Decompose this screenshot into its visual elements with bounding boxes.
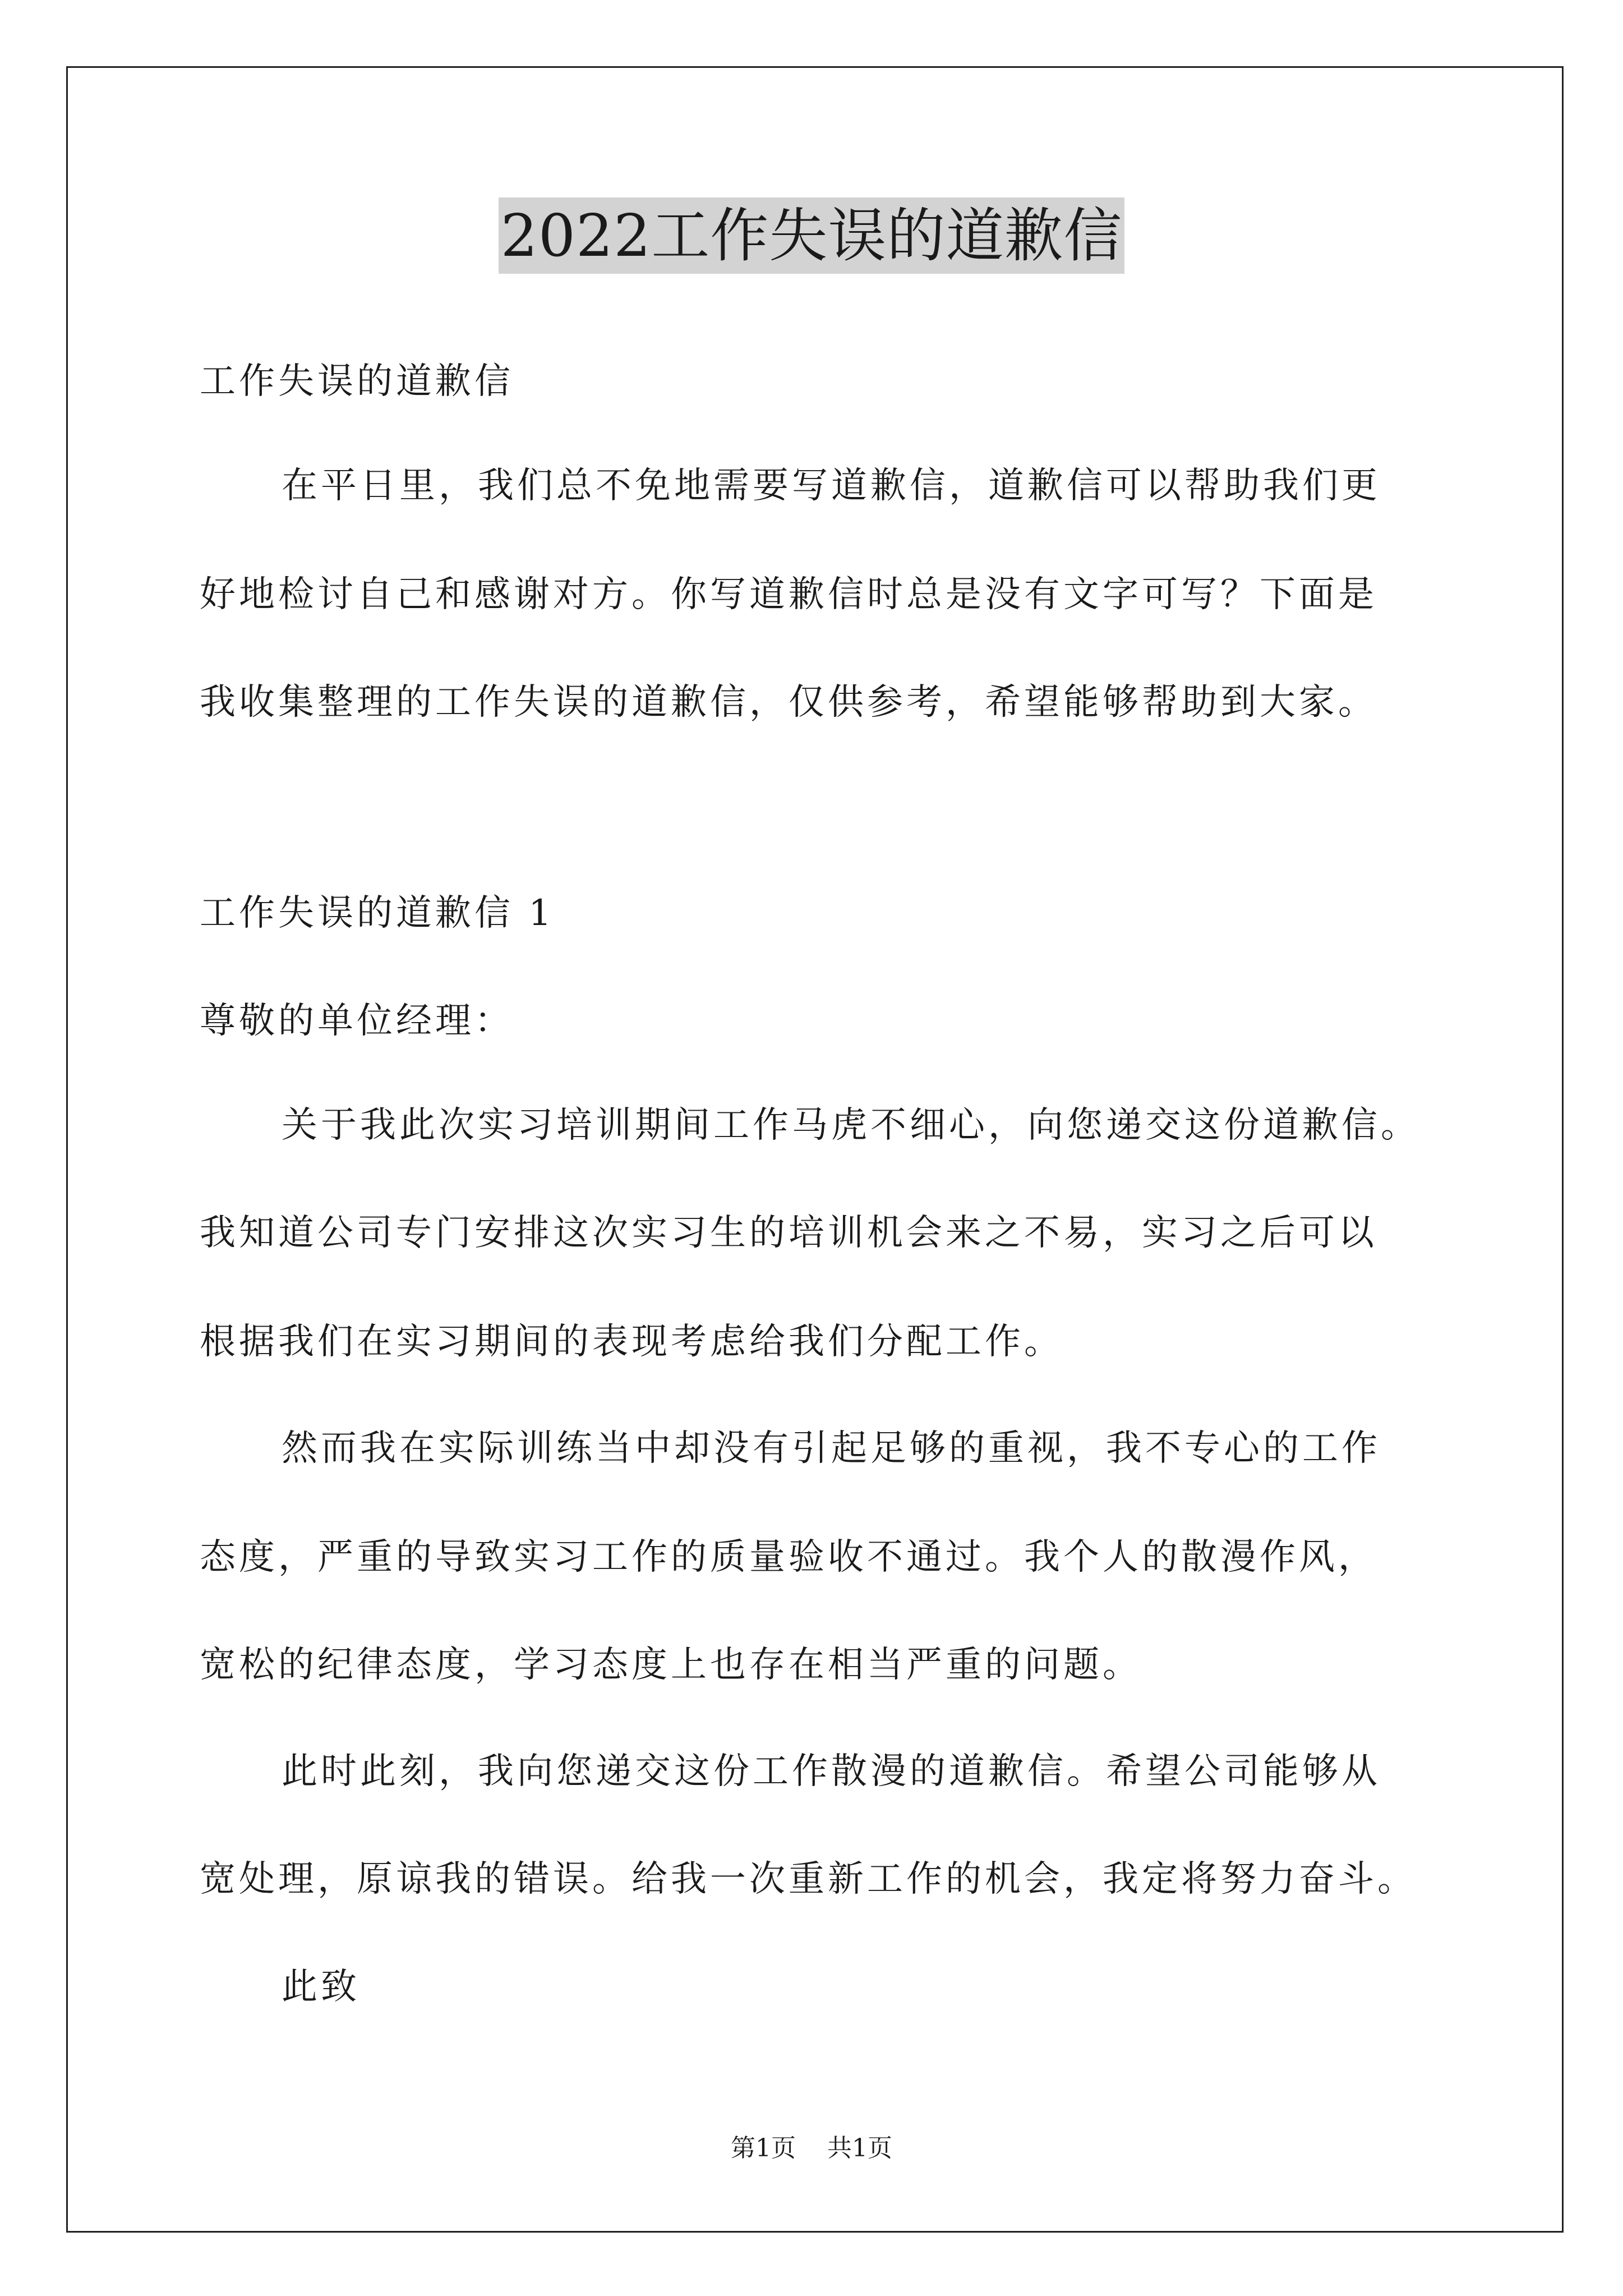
document-title: 2022工作失误的道歉信 xyxy=(499,197,1125,274)
paragraph-line: 在平日里，我们总不免地需要写道歉信，道歉信可以帮助我们更 xyxy=(282,465,1381,507)
salutation: 尊敬的单位经理： xyxy=(200,1000,514,1042)
closing-line: 此致 xyxy=(282,1966,360,2008)
paragraph-line: 态度，严重的导致实习工作的质量验收不通过。我个人的散漫作风， xyxy=(200,1536,1377,1578)
paragraph-line: 宽处理，原谅我的错误。给我一次重新工作的机会，我定将努力奋斗。 xyxy=(200,1858,1417,1900)
paragraph-line: 好地检讨自己和感谢对方。你写道歉信时总是没有文字可写？下面是 xyxy=(200,574,1377,615)
page-number: 第1页 xyxy=(731,2134,796,2162)
paragraph-line: 根据我们在实习期间的表现考虑给我们分配工作。 xyxy=(200,1321,1063,1363)
title-container xyxy=(0,197,1623,274)
paragraph-line: 然而我在实际训练当中却没有引起足够的重视，我不专心的工作 xyxy=(282,1428,1381,1469)
section-heading: 工作失误的道歉信 1 xyxy=(200,892,555,934)
paragraph-line: 此时此刻，我向您递交这份工作散漫的道歉信。希望公司能够从 xyxy=(282,1751,1381,1792)
page-footer xyxy=(0,2132,1623,2165)
paragraph-line: 我收集整理的工作失误的道歉信，仅供参考，希望能够帮助到大家。 xyxy=(200,682,1377,723)
intro-heading: 工作失误的道歉信 xyxy=(200,361,514,402)
paragraph-line: 宽松的纪律态度，学习态度上也存在相当严重的问题。 xyxy=(200,1644,1142,1686)
paragraph-line: 关于我此次实习培训期间工作马虎不细心，向您递交这份道歉信。 xyxy=(282,1105,1420,1146)
paragraph-line: 我知道公司专门安排这次实习生的培训机会来之不易，实习之后可以 xyxy=(200,1212,1377,1254)
page-total: 共1页 xyxy=(827,2134,892,2162)
